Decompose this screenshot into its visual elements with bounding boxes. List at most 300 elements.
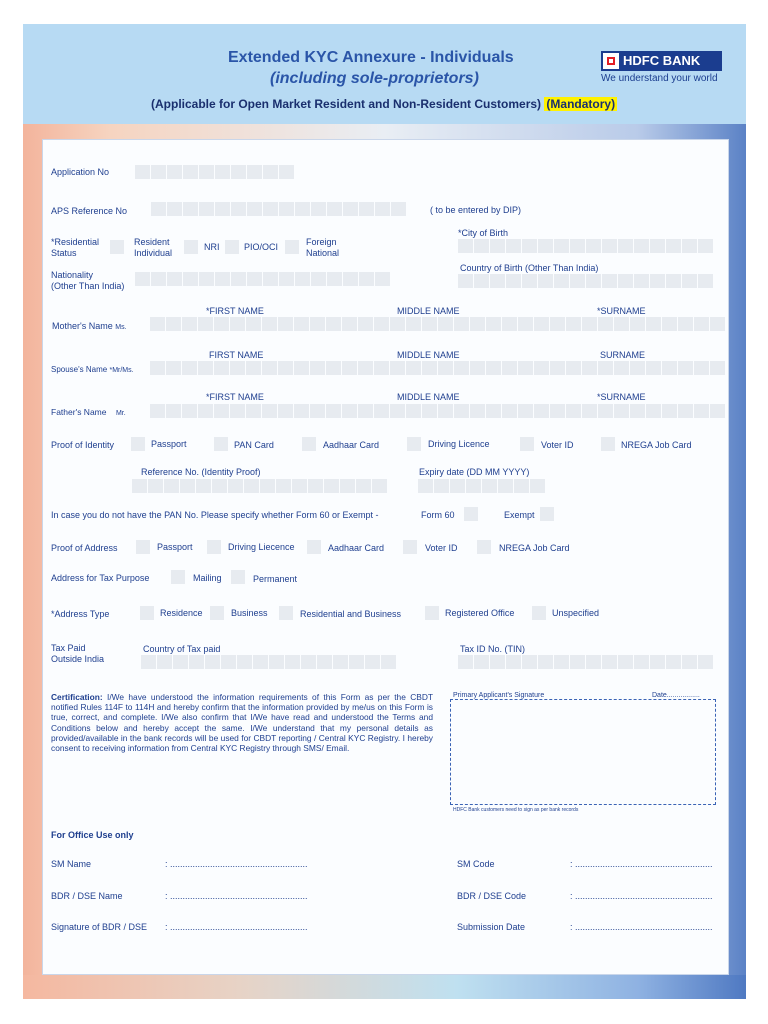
char-box[interactable]: [372, 479, 387, 493]
poa-voter-id-checkbox[interactable]: [403, 540, 417, 554]
char-box[interactable]: [570, 655, 585, 669]
country-of-birth-label: Country of Birth (Other Than India): [460, 263, 599, 273]
char-box[interactable]: [434, 479, 449, 493]
char-box[interactable]: [710, 317, 725, 331]
char-box[interactable]: [662, 361, 677, 375]
char-box[interactable]: [454, 404, 469, 418]
nationality-input[interactable]: [135, 272, 390, 286]
char-box[interactable]: [285, 655, 300, 669]
address-tax-label: Address for Tax Purpose: [51, 573, 150, 583]
char-box[interactable]: [602, 655, 617, 669]
father-surname-input[interactable]: [534, 404, 725, 418]
char-box[interactable]: [244, 479, 259, 493]
char-box[interactable]: [570, 274, 585, 288]
char-box[interactable]: [151, 165, 166, 179]
char-box[interactable]: [646, 404, 661, 418]
char-box[interactable]: [150, 361, 165, 375]
char-box[interactable]: [406, 317, 421, 331]
char-box[interactable]: [530, 479, 545, 493]
mother-middle-name-input[interactable]: [342, 317, 533, 331]
char-box[interactable]: [502, 317, 517, 331]
poi-nrega-checkbox[interactable]: [601, 437, 615, 451]
char-box[interactable]: [522, 239, 537, 253]
char-box[interactable]: [474, 655, 489, 669]
permanent-label: Permanent: [253, 574, 298, 584]
spouse-middle-name-input[interactable]: [342, 361, 533, 375]
char-box[interactable]: [614, 361, 629, 375]
char-box[interactable]: [666, 655, 681, 669]
char-box[interactable]: [214, 361, 229, 375]
signature-box[interactable]: [450, 699, 716, 805]
char-box[interactable]: [310, 404, 325, 418]
char-box[interactable]: [167, 202, 182, 216]
char-box[interactable]: [279, 165, 294, 179]
spouse-surname-input[interactable]: [534, 361, 725, 375]
char-box[interactable]: [215, 272, 230, 286]
char-box[interactable]: [534, 361, 549, 375]
char-box[interactable]: [374, 317, 389, 331]
char-box[interactable]: [295, 272, 310, 286]
char-box[interactable]: [150, 317, 165, 331]
char-box[interactable]: [482, 479, 497, 493]
char-box[interactable]: [199, 202, 214, 216]
char-box[interactable]: [231, 272, 246, 286]
char-box[interactable]: [490, 274, 505, 288]
char-box[interactable]: [343, 202, 358, 216]
bdr-code-label: BDR / DSE Code: [457, 891, 527, 901]
char-box[interactable]: [349, 655, 364, 669]
char-box[interactable]: [710, 361, 725, 375]
char-box[interactable]: [294, 404, 309, 418]
char-box[interactable]: [486, 404, 501, 418]
spouses-name-text: Spouse's Name: [51, 365, 108, 374]
poa-passport-checkbox[interactable]: [136, 540, 150, 554]
char-box[interactable]: [586, 239, 601, 253]
char-box[interactable]: [474, 274, 489, 288]
char-box[interactable]: [166, 317, 181, 331]
char-box[interactable]: [358, 317, 373, 331]
char-box[interactable]: [582, 404, 597, 418]
char-box[interactable]: [246, 317, 261, 331]
char-box[interactable]: [422, 317, 437, 331]
char-box[interactable]: [650, 239, 665, 253]
char-box[interactable]: [666, 274, 681, 288]
poi-passport-checkbox[interactable]: [131, 437, 145, 451]
char-box[interactable]: [646, 361, 661, 375]
char-box[interactable]: [506, 655, 521, 669]
pio-oci-checkbox[interactable]: [225, 240, 239, 254]
residence-label: Residence: [160, 608, 203, 618]
char-box[interactable]: [666, 239, 681, 253]
char-box[interactable]: [698, 655, 713, 669]
char-box[interactable]: [694, 361, 709, 375]
char-box[interactable]: [215, 165, 230, 179]
submission-date-field[interactable]: : .......................................................: [570, 922, 713, 932]
char-box[interactable]: [276, 479, 291, 493]
char-box[interactable]: [199, 272, 214, 286]
residence-checkbox[interactable]: [140, 606, 154, 620]
char-box[interactable]: [263, 202, 278, 216]
char-box[interactable]: [518, 317, 533, 331]
char-box[interactable]: [518, 361, 533, 375]
char-box[interactable]: [662, 317, 677, 331]
char-box[interactable]: [381, 655, 396, 669]
char-box[interactable]: [311, 272, 326, 286]
char-box[interactable]: [237, 655, 252, 669]
char-box[interactable]: [598, 317, 613, 331]
char-box[interactable]: [342, 361, 357, 375]
char-box[interactable]: [135, 165, 150, 179]
poi-voter-id-checkbox[interactable]: [520, 437, 534, 451]
char-box[interactable]: [247, 165, 262, 179]
char-box[interactable]: [390, 361, 405, 375]
permanent-checkbox[interactable]: [231, 570, 245, 584]
char-box[interactable]: [279, 272, 294, 286]
char-box[interactable]: [630, 404, 645, 418]
char-box[interactable]: [292, 479, 307, 493]
char-box[interactable]: [263, 272, 278, 286]
char-box[interactable]: [374, 404, 389, 418]
char-box[interactable]: [534, 317, 549, 331]
char-box[interactable]: [327, 202, 342, 216]
char-box[interactable]: [212, 479, 227, 493]
char-box[interactable]: [390, 317, 405, 331]
char-box[interactable]: [538, 655, 553, 669]
char-box[interactable]: [151, 272, 166, 286]
char-box[interactable]: [522, 655, 537, 669]
bdr-signature-field[interactable]: : .......................................................: [165, 922, 308, 932]
char-box[interactable]: [317, 655, 332, 669]
char-box[interactable]: [698, 239, 713, 253]
application-no-input[interactable]: [135, 165, 294, 179]
reference-no-input[interactable]: [132, 479, 387, 493]
char-box[interactable]: [215, 202, 230, 216]
char-box[interactable]: [454, 361, 469, 375]
char-box[interactable]: [231, 165, 246, 179]
char-box[interactable]: [650, 274, 665, 288]
country-tax-paid-input[interactable]: [141, 655, 396, 669]
char-box[interactable]: [246, 404, 261, 418]
char-box[interactable]: [183, 165, 198, 179]
char-box[interactable]: [247, 272, 262, 286]
char-box[interactable]: [650, 655, 665, 669]
char-box[interactable]: [295, 202, 310, 216]
char-box[interactable]: [333, 655, 348, 669]
char-box[interactable]: [566, 404, 581, 418]
exempt-checkbox[interactable]: [540, 507, 554, 521]
char-box[interactable]: [214, 404, 229, 418]
char-box[interactable]: [438, 317, 453, 331]
char-box[interactable]: [634, 239, 649, 253]
char-box[interactable]: [614, 404, 629, 418]
reference-no-label: Reference No. (Identity Proof): [141, 467, 261, 477]
country-of-birth-input[interactable]: [458, 274, 713, 288]
char-box[interactable]: [356, 479, 371, 493]
tax-id-input[interactable]: [458, 655, 713, 669]
char-box[interactable]: [262, 361, 277, 375]
char-box[interactable]: [196, 479, 211, 493]
char-box[interactable]: [486, 317, 501, 331]
residential-business-checkbox[interactable]: [279, 606, 293, 620]
char-box[interactable]: [173, 655, 188, 669]
char-box[interactable]: [406, 404, 421, 418]
mother-surname-input[interactable]: [534, 317, 725, 331]
form-60-checkbox[interactable]: [464, 507, 478, 521]
char-box[interactable]: [518, 404, 533, 418]
char-box[interactable]: [566, 361, 581, 375]
char-box[interactable]: [180, 479, 195, 493]
char-box[interactable]: [301, 655, 316, 669]
mother-first-name-input[interactable]: [150, 317, 341, 331]
char-box[interactable]: [602, 239, 617, 253]
char-box[interactable]: [614, 317, 629, 331]
poa-driving-licence-checkbox[interactable]: [207, 540, 221, 554]
char-box[interactable]: [230, 361, 245, 375]
char-box[interactable]: [422, 404, 437, 418]
char-box[interactable]: [458, 655, 473, 669]
char-box[interactable]: [166, 361, 181, 375]
char-box[interactable]: [374, 361, 389, 375]
char-box[interactable]: [406, 361, 421, 375]
char-box[interactable]: [183, 272, 198, 286]
bdr-code-field[interactable]: : .......................................................: [570, 891, 713, 901]
char-box[interactable]: [340, 479, 355, 493]
char-box[interactable]: [550, 361, 565, 375]
poa-nrega-checkbox[interactable]: [477, 540, 491, 554]
city-of-birth-input[interactable]: [458, 239, 713, 253]
char-box[interactable]: [550, 404, 565, 418]
poi-pan-checkbox[interactable]: [214, 437, 228, 451]
poi-driving-licence-checkbox[interactable]: [407, 437, 421, 451]
char-box[interactable]: [458, 239, 473, 253]
char-box[interactable]: [214, 317, 229, 331]
expiry-date-label: Expiry date (DD MM YYYY): [419, 467, 530, 477]
char-box[interactable]: [454, 317, 469, 331]
char-box[interactable]: [422, 361, 437, 375]
char-box[interactable]: [506, 239, 521, 253]
char-box[interactable]: [182, 361, 197, 375]
char-box[interactable]: [418, 479, 433, 493]
char-box[interactable]: [586, 655, 601, 669]
char-box[interactable]: [278, 361, 293, 375]
char-box[interactable]: [375, 202, 390, 216]
char-box[interactable]: [343, 272, 358, 286]
char-box[interactable]: [602, 274, 617, 288]
char-box[interactable]: [514, 479, 529, 493]
char-box[interactable]: [682, 274, 697, 288]
char-box[interactable]: [278, 317, 293, 331]
char-box[interactable]: [198, 404, 213, 418]
char-box[interactable]: [502, 361, 517, 375]
resident-individual-label: Resident Individual: [134, 237, 173, 258]
char-box[interactable]: [151, 202, 166, 216]
char-box[interactable]: [246, 361, 261, 375]
char-box[interactable]: [342, 404, 357, 418]
char-box[interactable]: [470, 317, 485, 331]
char-box[interactable]: [694, 317, 709, 331]
brand-tagline: We understand your world: [601, 73, 718, 84]
char-box[interactable]: [538, 274, 553, 288]
mailing-checkbox[interactable]: [171, 570, 185, 584]
char-box[interactable]: [598, 361, 613, 375]
spouse-first-name-input[interactable]: [150, 361, 341, 375]
char-box[interactable]: [554, 239, 569, 253]
char-box[interactable]: [554, 274, 569, 288]
char-box[interactable]: [662, 404, 677, 418]
char-box[interactable]: [183, 202, 198, 216]
char-box[interactable]: [570, 239, 585, 253]
char-box[interactable]: [260, 479, 275, 493]
bdr-name-field[interactable]: : .......................................................: [165, 891, 308, 901]
foreign-national-checkbox[interactable]: [285, 240, 299, 254]
char-box[interactable]: [279, 202, 294, 216]
char-box[interactable]: [554, 655, 569, 669]
char-box[interactable]: [294, 361, 309, 375]
char-box[interactable]: [359, 272, 374, 286]
aps-reference-input[interactable]: [151, 202, 406, 216]
char-box[interactable]: [710, 404, 725, 418]
char-box[interactable]: [470, 404, 485, 418]
char-box[interactable]: [486, 361, 501, 375]
char-box[interactable]: [324, 479, 339, 493]
poa-aadhaar-checkbox[interactable]: [307, 540, 321, 554]
char-box[interactable]: [269, 655, 284, 669]
tax-paid-outside-label: Tax Paid Outside India: [51, 643, 105, 664]
char-box[interactable]: [150, 404, 165, 418]
char-box[interactable]: [326, 317, 341, 331]
char-box[interactable]: [646, 317, 661, 331]
expiry-date-input[interactable]: [418, 479, 545, 493]
char-box[interactable]: [199, 165, 214, 179]
char-box[interactable]: [326, 404, 341, 418]
char-box[interactable]: [262, 404, 277, 418]
char-box[interactable]: [308, 479, 323, 493]
business-checkbox[interactable]: [210, 606, 224, 620]
char-box[interactable]: [358, 404, 373, 418]
father-first-name-input[interactable]: [150, 404, 341, 418]
char-box[interactable]: [230, 317, 245, 331]
char-box[interactable]: [221, 655, 236, 669]
char-box[interactable]: [550, 317, 565, 331]
char-box[interactable]: [474, 239, 489, 253]
char-box[interactable]: [375, 272, 390, 286]
aps-reference-label: APS Reference No: [51, 206, 128, 216]
sm-name-field[interactable]: : .......................................................: [165, 859, 308, 869]
char-box[interactable]: [598, 404, 613, 418]
char-box[interactable]: [263, 165, 278, 179]
char-box[interactable]: [247, 202, 262, 216]
char-box[interactable]: [618, 239, 633, 253]
char-box[interactable]: [135, 272, 150, 286]
char-box[interactable]: [262, 317, 277, 331]
char-box[interactable]: [326, 361, 341, 375]
char-box[interactable]: [182, 317, 197, 331]
char-box[interactable]: [694, 404, 709, 418]
char-box[interactable]: [166, 404, 181, 418]
char-box[interactable]: [342, 317, 357, 331]
char-box[interactable]: [618, 274, 633, 288]
char-box[interactable]: [164, 479, 179, 493]
char-box[interactable]: [634, 274, 649, 288]
char-box[interactable]: [502, 404, 517, 418]
char-box[interactable]: [586, 274, 601, 288]
char-box[interactable]: [310, 361, 325, 375]
char-box[interactable]: [390, 404, 405, 418]
char-box[interactable]: [470, 361, 485, 375]
char-box[interactable]: [682, 655, 697, 669]
char-box[interactable]: [438, 361, 453, 375]
char-box[interactable]: [498, 479, 513, 493]
char-box[interactable]: [167, 165, 182, 179]
resident-individual-checkbox[interactable]: [110, 240, 124, 254]
char-box[interactable]: [198, 317, 213, 331]
char-box[interactable]: [327, 272, 342, 286]
char-box[interactable]: [157, 655, 172, 669]
char-box[interactable]: [231, 202, 246, 216]
char-box[interactable]: [630, 361, 645, 375]
nri-checkbox[interactable]: [184, 240, 198, 254]
char-box[interactable]: [228, 479, 243, 493]
char-box[interactable]: [490, 655, 505, 669]
char-box[interactable]: [450, 479, 465, 493]
char-box[interactable]: [278, 404, 293, 418]
char-box[interactable]: [678, 361, 693, 375]
char-box[interactable]: [506, 274, 521, 288]
char-box[interactable]: [490, 239, 505, 253]
char-box[interactable]: [205, 655, 220, 669]
char-box[interactable]: [634, 655, 649, 669]
registered-office-checkbox[interactable]: [425, 606, 439, 620]
char-box[interactable]: [230, 404, 245, 418]
char-box[interactable]: [698, 274, 713, 288]
char-box[interactable]: [294, 317, 309, 331]
char-box[interactable]: [438, 404, 453, 418]
char-box[interactable]: [682, 239, 697, 253]
char-box[interactable]: [630, 317, 645, 331]
char-box[interactable]: [458, 274, 473, 288]
char-box[interactable]: [148, 479, 163, 493]
char-box[interactable]: [359, 202, 374, 216]
char-box[interactable]: [358, 361, 373, 375]
char-box[interactable]: [466, 479, 481, 493]
char-box[interactable]: [198, 361, 213, 375]
char-box[interactable]: [310, 317, 325, 331]
char-box[interactable]: [678, 404, 693, 418]
char-box[interactable]: [522, 274, 537, 288]
char-box[interactable]: [365, 655, 380, 669]
poa-aadhaar-label: Aadhaar Card: [328, 543, 385, 553]
father-middle-name-input[interactable]: [342, 404, 533, 418]
char-box[interactable]: [311, 202, 326, 216]
char-box[interactable]: [253, 655, 268, 669]
char-box[interactable]: [132, 479, 147, 493]
char-box[interactable]: [167, 272, 182, 286]
char-box[interactable]: [538, 239, 553, 253]
sm-code-field[interactable]: : .......................................................: [570, 859, 713, 869]
char-box[interactable]: [618, 655, 633, 669]
char-box[interactable]: [534, 404, 549, 418]
char-box[interactable]: [566, 317, 581, 331]
char-box[interactable]: [582, 317, 597, 331]
char-box[interactable]: [189, 655, 204, 669]
unspecified-checkbox[interactable]: [532, 606, 546, 620]
char-box[interactable]: [582, 361, 597, 375]
char-box[interactable]: [391, 202, 406, 216]
char-box[interactable]: [678, 317, 693, 331]
poi-aadhaar-checkbox[interactable]: [302, 437, 316, 451]
char-box[interactable]: [141, 655, 156, 669]
char-box[interactable]: [182, 404, 197, 418]
